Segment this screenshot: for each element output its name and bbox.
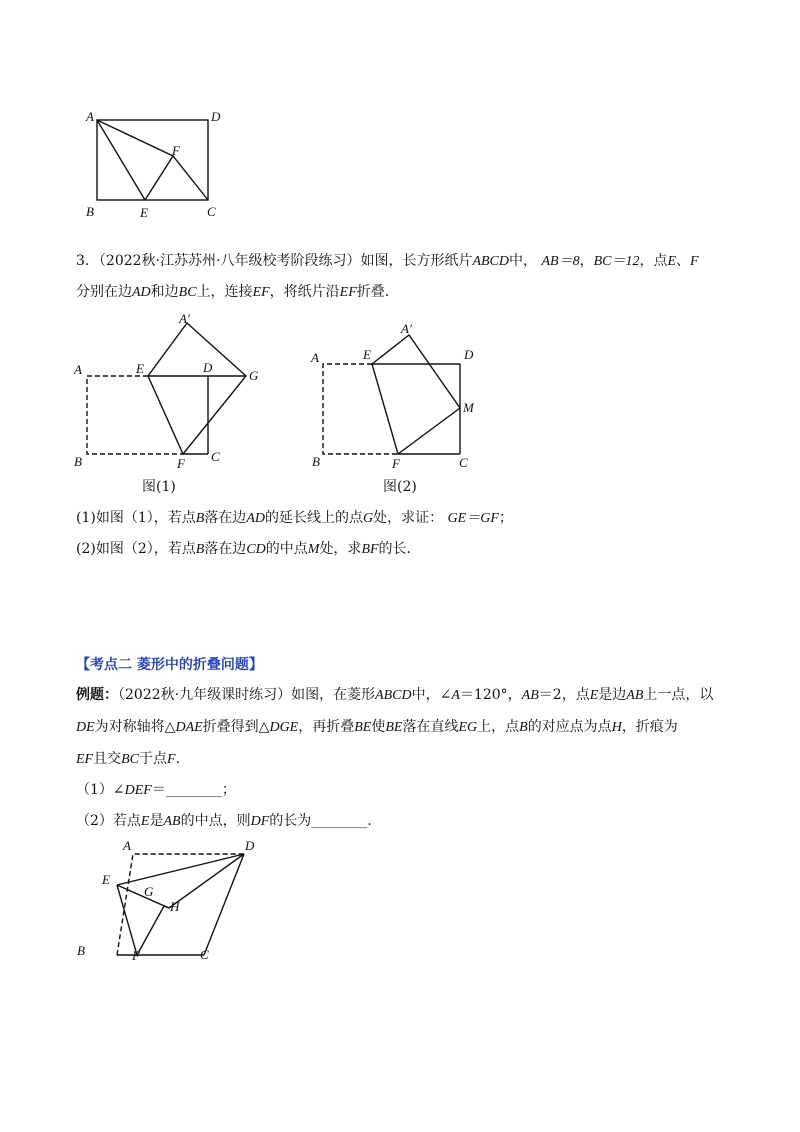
section-heading: 【考点二 菱形中的折叠问题】 <box>76 657 263 673</box>
q3-line1: 3．（2022秋·江苏苏州·八年级校考阶段练习）如图，长方形纸片ABCD中， AB＝8，BC＝12，点E、F <box>76 253 699 269</box>
label-m: M <box>463 400 474 415</box>
q3-part-1: (1)如图（1），若点B落在边AD的延长线上的点G处，求证： GE＝GF； <box>76 510 513 526</box>
label-a: A <box>123 838 131 853</box>
folded-quadrilateral <box>148 323 246 454</box>
label-d: D <box>464 347 474 362</box>
q3-part-2: (2)如图（2），若点B落在边CD的中点M处，求BF的长. <box>76 541 411 557</box>
q3-figure-1 <box>70 308 280 471</box>
figure-1-caption: 图(1) <box>142 479 176 495</box>
folded-quadrilateral <box>372 335 460 454</box>
label-c: C <box>211 449 220 464</box>
label-f: F <box>177 456 185 471</box>
dashed-original-edge <box>323 364 398 454</box>
label-b: B <box>77 943 85 958</box>
example-q1: （1）∠DEF＝________； <box>76 782 236 798</box>
example-line2: DE为对称轴将△DAE折叠得到△DGE，再折叠BE使BE落在直线EG上，点B的对应点为点H，折痕为 <box>76 719 678 735</box>
rhombus-figure <box>72 838 272 968</box>
label-f: F <box>172 143 180 158</box>
segment-ef <box>145 156 173 200</box>
label-f: F <box>132 948 140 963</box>
label-e: E <box>102 872 110 887</box>
label-a-prime: A′ <box>179 311 190 326</box>
q3-figure-2 <box>308 308 508 471</box>
example-q2: （2）若点E是AB的中点，则DF的长为________. <box>76 813 372 829</box>
label-a: A <box>74 362 82 377</box>
label-c: C <box>200 947 209 962</box>
label-d: D <box>203 360 213 375</box>
q3-line2: 分别在边AD和边BC上，连接EF，将纸片沿EF折叠. <box>76 284 390 300</box>
figure-2-caption: 图(2) <box>383 479 417 495</box>
label-e: E <box>363 347 371 362</box>
label-b: B <box>74 454 82 469</box>
label-d: D <box>245 838 255 853</box>
label-c: C <box>459 455 468 470</box>
label-d: D <box>211 109 221 124</box>
dashed-original-edge <box>87 376 183 454</box>
label-h: H <box>170 899 180 914</box>
label-a-prime: A′ <box>401 321 412 336</box>
label-e: E <box>136 361 144 376</box>
segment-fh <box>137 906 164 955</box>
label-c: C <box>207 204 216 219</box>
label-f: F <box>392 456 400 471</box>
label-g: G <box>144 884 154 899</box>
label-a: A <box>86 109 94 124</box>
example-line1: 例题：（2022秋·九年级课时练习）如图，在菱形ABCD中，∠A＝120°，AB＝2，点E是边AB上一点，以 <box>76 687 714 703</box>
segment-ed <box>117 854 244 885</box>
top-rectangle-figure <box>80 105 240 225</box>
label-b: B <box>86 204 94 219</box>
segment-gh <box>164 906 169 908</box>
label-b: B <box>312 454 320 469</box>
label-a: A <box>311 350 319 365</box>
example-line3: EF且交BC于点F. <box>76 751 181 767</box>
label-g: G <box>249 368 259 383</box>
label-e: E <box>140 205 148 220</box>
